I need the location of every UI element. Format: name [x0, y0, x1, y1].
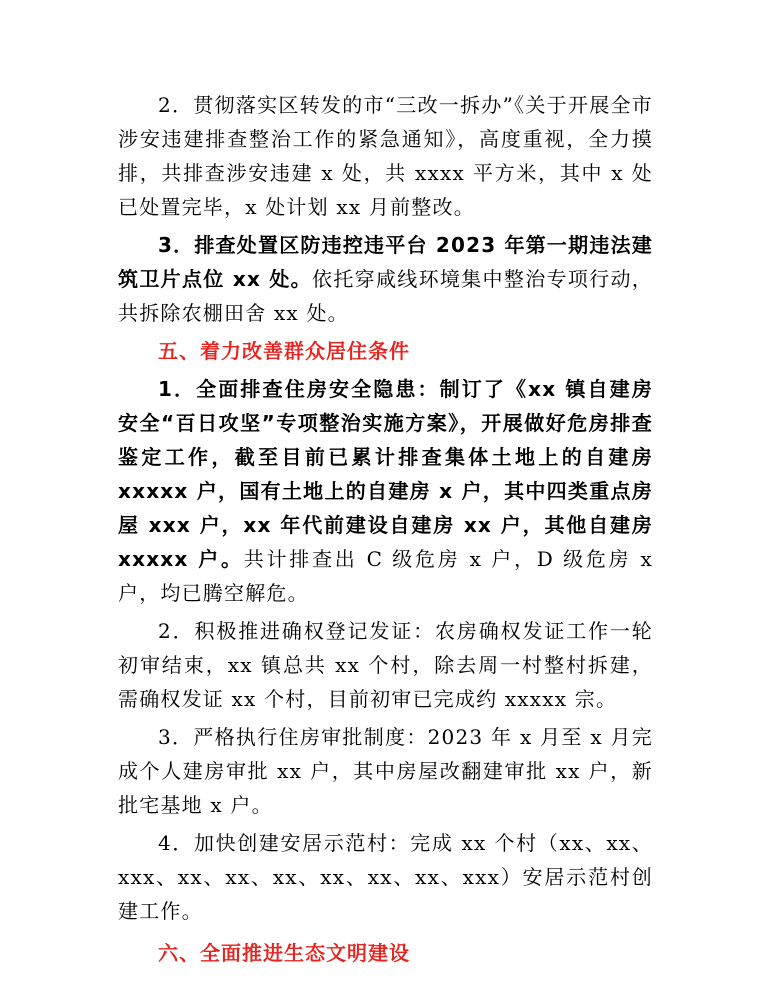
spacer — [118, 928, 653, 936]
section-heading-5: 五、着力改善群众居住条件 — [158, 339, 410, 363]
paragraph-3-satellite-points — [118, 228, 653, 330]
paragraph-2-registration — [118, 614, 653, 716]
paragraph-text: 2．贯彻落实区转发的市“三改一拆办”《关于开展全市涉安违建排查整治工作的紧急通知》，高度重视，全力摸排，共排查涉安违建 x 处，共 xxxx 平方米，其中 x 处已处置完毕，x 处计划 xx 月前整改。 — [118, 93, 653, 219]
paragraph-text: 4．加快创建安居示范村：完成 xx 个村（xx、xx、xxx、xx、xx、xx、xx、xx、xx、xxx）安居示范村创建工作。 — [118, 831, 653, 923]
paragraph-lead-bold: 3．排查处置区防违控违平台 2023 年第一期违法建筑卫片点位 xx 处。 — [118, 233, 653, 291]
section-heading-6: 六、全面推进生态文明建设 — [158, 941, 410, 965]
paragraph-text: 共计排查出 C 级危房 x 户，D 级危房 x 户，均已腾空解危。 — [118, 547, 653, 605]
paragraph-2-illegal-building-check — [118, 88, 653, 224]
paragraph-text: 2．积极推进确权登记发证：农房确权发证工作一轮初审结束，xx 镇总共 xx 个村，除去周一村整村拆建，需确权发证 xx 个村，目前初审已完成约 xxxxx 宗。 — [118, 619, 653, 711]
paragraph-3-approval — [118, 720, 653, 822]
paragraph-1-housing-safety — [118, 372, 653, 610]
paragraph-4-model-village — [118, 826, 653, 928]
paragraph-text: 依托穿咸线环境集中整治专项行动，共拆除农棚田舍 xx 处。 — [118, 267, 653, 325]
paragraph-text: 3．严格执行住房审批制度：2023 年 x 月至 x 月完成个人建房审批 xx 户，其中房屋改翻建审批 xx 户，新批宅基地 x 户。 — [118, 725, 653, 817]
document-page — [118, 88, 653, 970]
paragraph-lead-bold: 1．全面排查住房安全隐患：制订了《xx 镇自建房安全“百日攻坚”专项整治实施方案》，开展做好危房排查鉴定工作，截至目前已累计排查集体土地上的自建房 xxxxx 户，国有土地上的自建房 x 户，其中四类重点房屋 xxx 户，xx 年代前建设自建房 xx 户，其他自建房 xxxxx 户。 — [118, 377, 653, 571]
